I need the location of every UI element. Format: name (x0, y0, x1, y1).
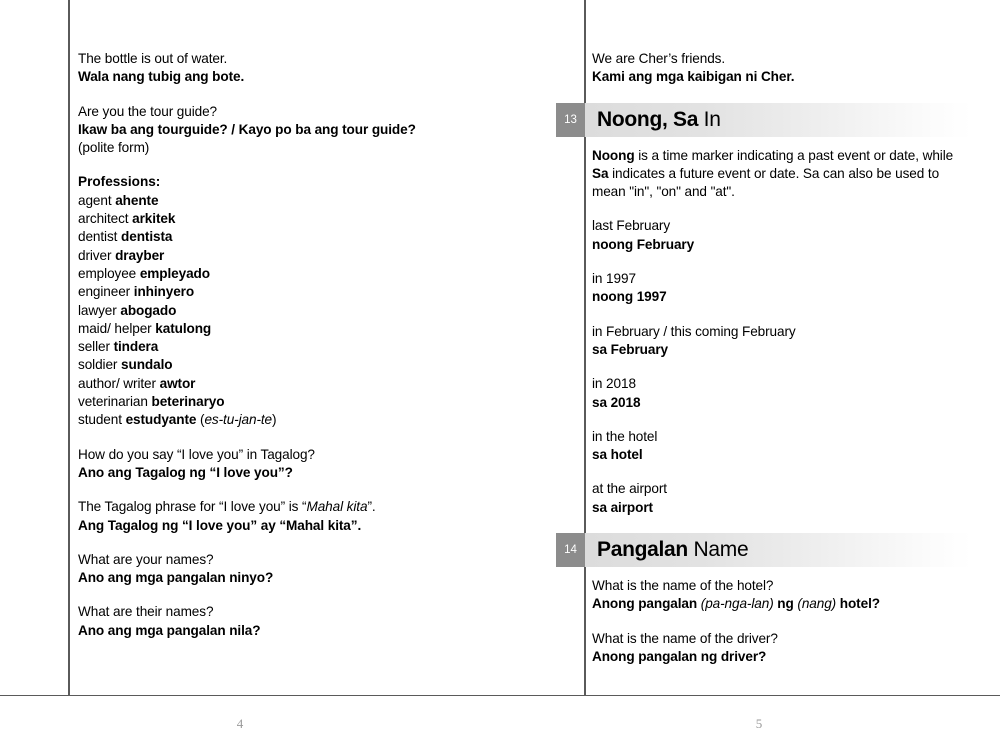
entry-i-love-you-answer (78, 498, 548, 535)
text-run-bold: hotel? (836, 596, 880, 612)
text-run-italic: (nang) (797, 596, 837, 612)
section-13-description (592, 147, 972, 202)
entry-bottle (78, 50, 548, 87)
profession-row (78, 375, 548, 393)
section-number-badge: 14 (556, 533, 585, 567)
section-title (597, 103, 721, 137)
text-run-bold: Sa (592, 165, 609, 181)
section-title-tagalog: Pangalan (597, 538, 688, 562)
section-number-badge: 13 (556, 103, 585, 137)
profession-tagalog: sundalo (121, 357, 173, 373)
entry-english: What are your names? (78, 551, 214, 567)
text-run-bold: ng (773, 596, 798, 612)
left-page-vertical-rule (68, 0, 70, 696)
entry-their-names (78, 603, 548, 640)
profession-row (78, 210, 548, 228)
profession-row (78, 302, 548, 320)
profession-english: maid/ helper (78, 320, 156, 336)
profession-row (78, 411, 548, 429)
entry-english: The bottle is out of water. (78, 51, 228, 66)
entry-english: in the hotel (592, 428, 658, 444)
profession-tagalog: estudyante (125, 412, 197, 428)
profession-row (78, 393, 548, 411)
profession-tagalog: katulong (155, 320, 212, 336)
section-title-tagalog: Noong, Sa (597, 107, 699, 131)
profession-row (78, 283, 548, 301)
section-title (597, 533, 748, 567)
entry-english: in 2018 (592, 376, 636, 392)
profession-tagalog: ahente (115, 192, 159, 208)
profession-english: agent (78, 192, 116, 208)
profession-english: dentist (78, 229, 122, 245)
profession-row (78, 265, 548, 283)
entry-tagalog: sa February (592, 341, 668, 357)
profession-english: lawyer (78, 302, 121, 318)
entry-tagalog (592, 595, 972, 613)
text-run-normal: is a time marker indicating a past event or date, while (634, 147, 957, 163)
profession-tagalog: beterinaryo (151, 394, 225, 410)
entry-i-love-you-question (78, 446, 548, 483)
professions-rows (78, 192, 548, 430)
profession-pronunciation: es-tu-jan-te (204, 412, 273, 428)
entry-time-marker (592, 270, 972, 307)
entry-time-marker (592, 217, 972, 254)
profession-row (78, 228, 548, 246)
entry-tagalog: Kami ang mga kaibigan ni Cher. (592, 69, 795, 85)
profession-english: veterinarian (78, 394, 152, 410)
section-title-english: In (698, 107, 721, 131)
text-run-italic: (pa-nga-lan) (700, 596, 774, 612)
entry-english: How do you say “I love you” in Tagalog? (78, 446, 315, 462)
professions-list (78, 173, 548, 429)
profession-tagalog: tindera (113, 339, 159, 355)
section-header-13 (556, 103, 972, 137)
entry-english: at the airport (592, 481, 667, 497)
profession-tagalog: arkitek (132, 211, 176, 227)
entry-tagalog: Ang Tagalog ng “I love you” ay “Mahal kita”. (78, 517, 362, 533)
profession-row (78, 247, 548, 265)
folio-right: 5 (755, 716, 763, 731)
entry-english: What are their names? (78, 604, 214, 620)
entry-cher-friends (592, 50, 972, 87)
profession-row (78, 192, 548, 210)
entry-english: We are Cher’s friends. (592, 51, 726, 66)
entry-tagalog: Ano ang mga pangalan ninyo? (78, 570, 274, 586)
text-run-normal: ”. (367, 499, 376, 515)
entry-driver-name (592, 630, 972, 667)
profession-english: seller (78, 339, 114, 355)
professions-heading: Professions: (78, 174, 161, 190)
pronunciation-paren-close: ) (272, 412, 277, 428)
entry-hotel-name (592, 577, 972, 614)
entry-time-marker (592, 323, 972, 360)
entry-tagalog: Ano ang mga pangalan nila? (78, 622, 261, 638)
entry-tagalog: noong 1997 (592, 289, 667, 305)
profession-tagalog: empleyado (139, 265, 210, 281)
profession-tagalog: awtor (159, 375, 196, 391)
entry-tagalog: sa hotel (592, 447, 643, 463)
profession-english: engineer (78, 284, 134, 300)
entry-english: What is the name of the driver? (592, 630, 778, 646)
entry-tagalog: Ikaw ba ang tourguide? / Kayo po ba ang tour guide? (78, 121, 416, 137)
left-page-column (78, 50, 548, 656)
entry-time-marker (592, 375, 972, 412)
profession-english: soldier (78, 357, 122, 373)
text-run-bold: Noong (592, 147, 635, 163)
entry-english: in February / this coming February (592, 323, 796, 339)
entry-tagalog: Ano ang Tagalog ng “I love you”? (78, 464, 293, 480)
profession-tagalog: inhinyero (133, 284, 195, 300)
profession-english: driver (78, 247, 116, 263)
section-description-text (592, 147, 972, 202)
entry-english: What is the name of the hotel? (592, 578, 774, 594)
section-13-entries (592, 217, 972, 517)
entry-time-marker (592, 480, 972, 517)
profession-english: student (78, 412, 126, 428)
entry-note: (polite form) (78, 140, 150, 156)
entry-english: Are you the tour guide? (78, 103, 218, 119)
entry-english (78, 498, 548, 516)
profession-tagalog: drayber (115, 247, 165, 263)
entry-time-marker (592, 428, 972, 465)
entry-tagalog: sa airport (592, 499, 653, 515)
entry-tagalog: noong February (592, 236, 695, 252)
text-run-bold: Anong pangalan (592, 596, 701, 612)
entry-tagalog: Wala nang tubig ang bote. (78, 69, 245, 85)
text-run-italic: Mahal kita (306, 499, 368, 515)
entry-tagalog: sa 2018 (592, 394, 641, 410)
entry-english: in 1997 (592, 271, 636, 287)
profession-english: author/ writer (78, 375, 160, 391)
profession-tagalog: abogado (120, 302, 177, 318)
profession-english: architect (78, 211, 133, 227)
entry-english: last February (592, 218, 671, 234)
pronunciation-paren-open: ( (196, 412, 205, 428)
entry-tagalog: Anong pangalan ng driver? (592, 648, 767, 664)
profession-english: employee (78, 265, 140, 281)
section-title-english: Name (687, 538, 749, 562)
text-run-normal: indicates a future event or date. Sa can also be used to mean "in", "on" and "at". (592, 165, 943, 200)
entry-tour-guide (78, 103, 548, 158)
entry-your-names (78, 551, 548, 588)
section-header-14 (556, 533, 972, 567)
profession-tagalog: dentista (121, 229, 173, 245)
right-page-column (564, 50, 972, 682)
text-run-normal: The Tagalog phrase for “I love you” is “ (78, 499, 307, 515)
profession-row (78, 338, 548, 356)
profession-row (78, 356, 548, 374)
profession-row (78, 320, 548, 338)
folio-left: 4 (236, 716, 244, 731)
